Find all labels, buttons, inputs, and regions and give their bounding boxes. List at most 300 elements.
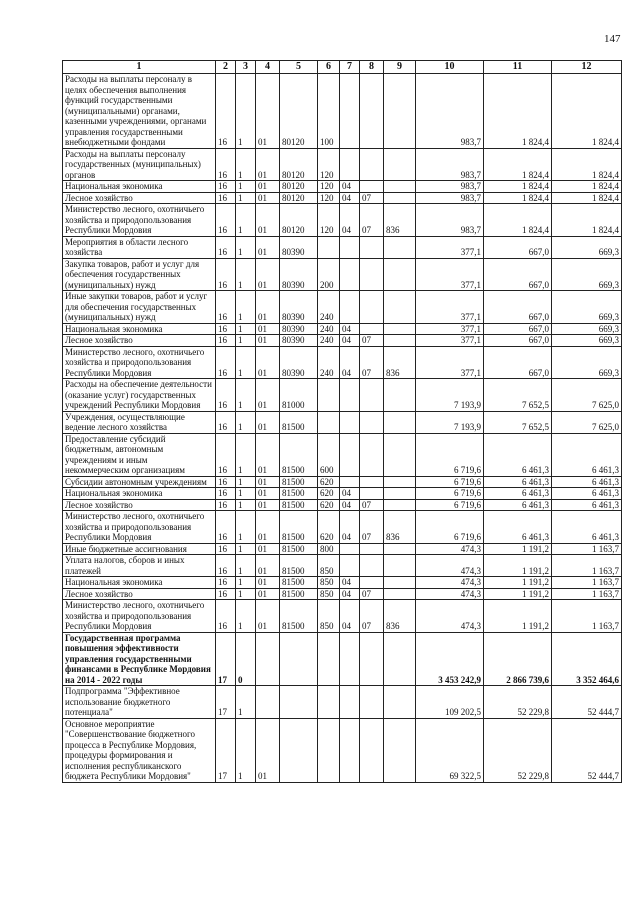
row-amount: 1 824,4 bbox=[484, 192, 552, 204]
row-code bbox=[384, 543, 416, 555]
row-code: 01 bbox=[256, 588, 280, 600]
row-code: 80120 bbox=[280, 181, 318, 193]
row-code bbox=[360, 488, 384, 500]
row-description: Закупка товаров, работ и услуг для обеспечения государственных (муниципальных) нужд bbox=[63, 258, 216, 291]
row-code: 04 bbox=[340, 204, 360, 237]
row-code bbox=[384, 555, 416, 577]
row-code: 1 bbox=[236, 74, 256, 149]
row-code bbox=[318, 411, 340, 433]
table-row bbox=[63, 577, 622, 589]
row-amount: 1 191,2 bbox=[484, 577, 552, 589]
row-code bbox=[384, 323, 416, 335]
row-code bbox=[360, 543, 384, 555]
row-amount: 377,1 bbox=[416, 236, 484, 258]
page-number: 147 bbox=[604, 33, 621, 45]
row-amount: 667,0 bbox=[484, 258, 552, 291]
table-row bbox=[63, 718, 622, 782]
row-code: 01 bbox=[256, 346, 280, 379]
row-amount: 7 193,9 bbox=[416, 411, 484, 433]
table-row bbox=[63, 686, 622, 719]
row-amount: 669,3 bbox=[552, 236, 622, 258]
row-description: Расходы на выплаты персоналу в целях обеспечения выполнения функций государственными (муниципальными) органами, казенными учреждениями, органами управления государственными внебюджетными фондами bbox=[63, 74, 216, 149]
row-description: Национальная экономика bbox=[63, 323, 216, 335]
row-code bbox=[384, 148, 416, 181]
header-row bbox=[63, 61, 622, 74]
row-code: 81500 bbox=[280, 411, 318, 433]
row-code: 1 bbox=[236, 543, 256, 555]
row-amount: 667,0 bbox=[484, 335, 552, 347]
row-amount: 1 191,2 bbox=[484, 588, 552, 600]
row-code: 07 bbox=[360, 346, 384, 379]
table-row bbox=[63, 148, 622, 181]
row-amount: 7 652,5 bbox=[484, 379, 552, 412]
row-code: 80390 bbox=[280, 323, 318, 335]
row-code: 81500 bbox=[280, 555, 318, 577]
row-description: Учреждения, осуществляющие ведение лесного хозяйства bbox=[63, 411, 216, 433]
row-code: 200 bbox=[318, 258, 340, 291]
row-code bbox=[384, 181, 416, 193]
row-amount: 1 824,4 bbox=[484, 148, 552, 181]
row-code: 240 bbox=[318, 346, 340, 379]
row-code bbox=[340, 543, 360, 555]
row-amount: 6 461,3 bbox=[552, 476, 622, 488]
row-code: 01 bbox=[256, 476, 280, 488]
column-header: 1 bbox=[63, 61, 216, 74]
row-code: 16 bbox=[216, 379, 236, 412]
row-description: Государственная программа повышения эффективности управления государственными финансами в Республике Мордовия на 2014 - 2022 годы bbox=[63, 632, 216, 686]
row-code bbox=[340, 686, 360, 719]
row-code: 850 bbox=[318, 588, 340, 600]
row-code: 1 bbox=[236, 411, 256, 433]
row-description: Министерство лесного, охотничьего хозяйства и природопользования Республики Мордовия bbox=[63, 600, 216, 633]
row-amount: 1 163,7 bbox=[552, 588, 622, 600]
row-code: 1 bbox=[236, 236, 256, 258]
column-header: 11 bbox=[484, 61, 552, 74]
table-row bbox=[63, 323, 622, 335]
row-code: 836 bbox=[384, 600, 416, 633]
row-code: 16 bbox=[216, 476, 236, 488]
row-code: 800 bbox=[318, 543, 340, 555]
row-code: 80390 bbox=[280, 291, 318, 324]
row-code: 01 bbox=[256, 148, 280, 181]
row-code: 620 bbox=[318, 511, 340, 544]
row-code: 01 bbox=[256, 379, 280, 412]
row-code: 850 bbox=[318, 577, 340, 589]
row-code: 1 bbox=[236, 555, 256, 577]
row-amount: 983,7 bbox=[416, 204, 484, 237]
row-code bbox=[318, 686, 340, 719]
row-code bbox=[384, 236, 416, 258]
row-code: 850 bbox=[318, 555, 340, 577]
row-code: 01 bbox=[256, 74, 280, 149]
row-code bbox=[384, 379, 416, 412]
row-code: 1 bbox=[236, 335, 256, 347]
row-code bbox=[256, 686, 280, 719]
row-code: 836 bbox=[384, 511, 416, 544]
row-amount: 669,3 bbox=[552, 323, 622, 335]
row-code: 04 bbox=[340, 335, 360, 347]
row-amount: 6 719,6 bbox=[416, 511, 484, 544]
row-code: 81500 bbox=[280, 488, 318, 500]
table-row bbox=[63, 476, 622, 488]
row-description: Министерство лесного, охотничьего хозяйства и природопользования Республики Мордовия bbox=[63, 346, 216, 379]
row-amount: 667,0 bbox=[484, 346, 552, 379]
row-amount: 474,3 bbox=[416, 555, 484, 577]
table-body bbox=[63, 74, 622, 783]
row-code: 1 bbox=[236, 346, 256, 379]
row-code: 1 bbox=[236, 488, 256, 500]
row-code: 01 bbox=[256, 600, 280, 633]
row-code: 1 bbox=[236, 499, 256, 511]
row-code: 01 bbox=[256, 718, 280, 782]
row-code: 16 bbox=[216, 291, 236, 324]
row-code: 01 bbox=[256, 291, 280, 324]
row-code bbox=[280, 632, 318, 686]
row-code: 16 bbox=[216, 74, 236, 149]
row-amount: 69 322,5 bbox=[416, 718, 484, 782]
row-description: Национальная экономика bbox=[63, 488, 216, 500]
row-code bbox=[384, 632, 416, 686]
row-code: 07 bbox=[360, 511, 384, 544]
row-amount: 6 461,3 bbox=[552, 499, 622, 511]
table-row bbox=[63, 499, 622, 511]
row-code: 04 bbox=[340, 577, 360, 589]
row-code: 16 bbox=[216, 600, 236, 633]
row-code bbox=[340, 258, 360, 291]
row-code: 16 bbox=[216, 588, 236, 600]
table-row bbox=[63, 181, 622, 193]
row-code: 120 bbox=[318, 148, 340, 181]
row-code: 240 bbox=[318, 323, 340, 335]
row-amount: 1 824,4 bbox=[552, 181, 622, 193]
column-header: 2 bbox=[216, 61, 236, 74]
row-code: 07 bbox=[360, 600, 384, 633]
row-amount: 1 824,4 bbox=[552, 148, 622, 181]
table-row bbox=[63, 74, 622, 149]
row-amount: 6 461,3 bbox=[484, 476, 552, 488]
row-code: 1 bbox=[236, 588, 256, 600]
row-code bbox=[384, 74, 416, 149]
row-code: 17 bbox=[216, 686, 236, 719]
column-header: 6 bbox=[318, 61, 340, 74]
row-amount: 1 824,4 bbox=[552, 204, 622, 237]
row-amount: 7 193,9 bbox=[416, 379, 484, 412]
column-header: 7 bbox=[340, 61, 360, 74]
row-amount: 109 202,5 bbox=[416, 686, 484, 719]
row-code: 80390 bbox=[280, 258, 318, 291]
row-code: 16 bbox=[216, 433, 236, 476]
row-code: 01 bbox=[256, 499, 280, 511]
row-code bbox=[384, 686, 416, 719]
row-amount: 6 719,6 bbox=[416, 488, 484, 500]
row-code: 01 bbox=[256, 511, 280, 544]
row-description: Министерство лесного, охотничьего хозяйства и природопользования Республики Мордовия bbox=[63, 511, 216, 544]
row-code: 1 bbox=[236, 192, 256, 204]
row-code: 01 bbox=[256, 577, 280, 589]
row-code: 81000 bbox=[280, 379, 318, 412]
column-header: 3 bbox=[236, 61, 256, 74]
row-code: 620 bbox=[318, 476, 340, 488]
row-code: 01 bbox=[256, 181, 280, 193]
row-code bbox=[360, 411, 384, 433]
row-code: 04 bbox=[340, 588, 360, 600]
row-code: 120 bbox=[318, 181, 340, 193]
table-row bbox=[63, 588, 622, 600]
row-code bbox=[384, 488, 416, 500]
row-code: 80120 bbox=[280, 148, 318, 181]
row-amount: 474,3 bbox=[416, 588, 484, 600]
row-code: 80120 bbox=[280, 204, 318, 237]
row-description: Лесное хозяйство bbox=[63, 335, 216, 347]
row-code: 17 bbox=[216, 718, 236, 782]
row-amount: 669,3 bbox=[552, 291, 622, 324]
row-code: 16 bbox=[216, 577, 236, 589]
row-amount: 7 625,0 bbox=[552, 411, 622, 433]
row-code: 120 bbox=[318, 192, 340, 204]
row-description: Национальная экономика bbox=[63, 181, 216, 193]
row-amount: 52 444,7 bbox=[552, 686, 622, 719]
row-code bbox=[340, 555, 360, 577]
row-code bbox=[340, 236, 360, 258]
row-code: 81500 bbox=[280, 433, 318, 476]
row-amount: 6 461,3 bbox=[552, 511, 622, 544]
row-amount: 669,3 bbox=[552, 335, 622, 347]
table-row bbox=[63, 379, 622, 412]
row-code: 01 bbox=[256, 555, 280, 577]
row-amount: 669,3 bbox=[552, 346, 622, 379]
row-code: 100 bbox=[318, 74, 340, 149]
row-code: 836 bbox=[384, 204, 416, 237]
row-amount: 3 453 242,9 bbox=[416, 632, 484, 686]
row-code: 16 bbox=[216, 323, 236, 335]
row-code: 81500 bbox=[280, 511, 318, 544]
row-amount: 667,0 bbox=[484, 291, 552, 324]
row-description: Лесное хозяйство bbox=[63, 192, 216, 204]
row-code: 16 bbox=[216, 204, 236, 237]
row-code bbox=[280, 718, 318, 782]
row-description: Министерство лесного, охотничьего хозяйства и природопользования Республики Мордовия bbox=[63, 204, 216, 237]
column-header: 9 bbox=[384, 61, 416, 74]
row-code: 07 bbox=[360, 499, 384, 511]
row-code bbox=[340, 632, 360, 686]
table-row bbox=[63, 555, 622, 577]
row-amount: 52 444,7 bbox=[552, 718, 622, 782]
row-code: 1 bbox=[236, 600, 256, 633]
row-amount: 1 824,4 bbox=[484, 181, 552, 193]
table-row bbox=[63, 600, 622, 633]
row-amount: 474,3 bbox=[416, 543, 484, 555]
row-amount: 983,7 bbox=[416, 74, 484, 149]
row-code bbox=[360, 258, 384, 291]
row-amount: 1 191,2 bbox=[484, 555, 552, 577]
row-code bbox=[384, 291, 416, 324]
row-code: 80390 bbox=[280, 346, 318, 379]
row-description: Иные бюджетные ассигнования bbox=[63, 543, 216, 555]
row-code: 01 bbox=[256, 192, 280, 204]
row-code: 01 bbox=[256, 335, 280, 347]
row-code bbox=[384, 258, 416, 291]
row-amount: 6 461,3 bbox=[484, 499, 552, 511]
row-code bbox=[384, 433, 416, 476]
row-amount: 983,7 bbox=[416, 192, 484, 204]
row-code: 16 bbox=[216, 511, 236, 544]
row-amount: 1 824,4 bbox=[484, 204, 552, 237]
row-code: 81500 bbox=[280, 588, 318, 600]
row-code: 07 bbox=[360, 335, 384, 347]
row-amount: 1 163,7 bbox=[552, 600, 622, 633]
budget-table bbox=[62, 60, 622, 783]
row-code bbox=[318, 632, 340, 686]
row-code: 1 bbox=[236, 433, 256, 476]
row-code: 04 bbox=[340, 511, 360, 544]
row-code: 04 bbox=[340, 181, 360, 193]
row-code: 07 bbox=[360, 192, 384, 204]
row-code: 04 bbox=[340, 323, 360, 335]
row-code bbox=[384, 718, 416, 782]
row-code bbox=[384, 411, 416, 433]
row-code bbox=[384, 499, 416, 511]
row-code: 81500 bbox=[280, 499, 318, 511]
column-header: 10 bbox=[416, 61, 484, 74]
row-code: 80390 bbox=[280, 236, 318, 258]
row-code bbox=[340, 718, 360, 782]
row-code: 16 bbox=[216, 335, 236, 347]
table-row bbox=[63, 543, 622, 555]
row-code: 1 bbox=[236, 258, 256, 291]
table-row bbox=[63, 236, 622, 258]
row-amount: 3 352 464,6 bbox=[552, 632, 622, 686]
row-amount: 377,1 bbox=[416, 346, 484, 379]
row-code: 01 bbox=[256, 433, 280, 476]
table-row bbox=[63, 433, 622, 476]
row-code: 1 bbox=[236, 476, 256, 488]
row-code: 1 bbox=[236, 148, 256, 181]
row-code: 600 bbox=[318, 433, 340, 476]
row-code bbox=[360, 379, 384, 412]
column-header: 4 bbox=[256, 61, 280, 74]
row-code: 1 bbox=[236, 204, 256, 237]
row-amount: 669,3 bbox=[552, 258, 622, 291]
row-code: 16 bbox=[216, 555, 236, 577]
row-code bbox=[384, 476, 416, 488]
row-code: 1 bbox=[236, 181, 256, 193]
row-code: 01 bbox=[256, 204, 280, 237]
row-amount: 1 824,4 bbox=[552, 74, 622, 149]
table-row bbox=[63, 291, 622, 324]
row-code bbox=[340, 433, 360, 476]
row-code: 16 bbox=[216, 346, 236, 379]
row-code bbox=[340, 74, 360, 149]
row-code: 81500 bbox=[280, 577, 318, 589]
row-code: 07 bbox=[360, 204, 384, 237]
row-amount: 6 719,6 bbox=[416, 499, 484, 511]
row-amount: 474,3 bbox=[416, 600, 484, 633]
table-row bbox=[63, 335, 622, 347]
row-code: 1 bbox=[236, 718, 256, 782]
row-code: 81500 bbox=[280, 600, 318, 633]
row-code: 16 bbox=[216, 488, 236, 500]
row-code: 81500 bbox=[280, 476, 318, 488]
row-code: 240 bbox=[318, 335, 340, 347]
row-code: 1 bbox=[236, 379, 256, 412]
row-code: 01 bbox=[256, 411, 280, 433]
row-amount: 6 461,3 bbox=[484, 488, 552, 500]
row-code bbox=[340, 291, 360, 324]
row-description: Мероприятия в области лесного хозяйства bbox=[63, 236, 216, 258]
table-row bbox=[63, 411, 622, 433]
column-header: 5 bbox=[280, 61, 318, 74]
row-amount: 52 229,8 bbox=[484, 686, 552, 719]
row-code bbox=[318, 236, 340, 258]
row-code bbox=[340, 411, 360, 433]
row-code bbox=[318, 379, 340, 412]
row-code: 16 bbox=[216, 411, 236, 433]
row-code: 0 bbox=[236, 632, 256, 686]
row-amount: 7 652,5 bbox=[484, 411, 552, 433]
row-amount: 983,7 bbox=[416, 148, 484, 181]
row-code: 04 bbox=[340, 488, 360, 500]
table-row bbox=[63, 511, 622, 544]
row-code: 80120 bbox=[280, 192, 318, 204]
row-description: Лесное хозяйство bbox=[63, 499, 216, 511]
row-amount: 1 163,7 bbox=[552, 577, 622, 589]
row-code bbox=[256, 632, 280, 686]
row-code: 16 bbox=[216, 181, 236, 193]
row-code: 04 bbox=[340, 346, 360, 379]
row-code: 17 bbox=[216, 632, 236, 686]
table-row bbox=[63, 488, 622, 500]
row-amount: 1 163,7 bbox=[552, 555, 622, 577]
row-code: 80390 bbox=[280, 335, 318, 347]
row-code bbox=[384, 335, 416, 347]
row-code bbox=[340, 148, 360, 181]
row-amount: 1 191,2 bbox=[484, 600, 552, 633]
row-amount: 6 461,3 bbox=[484, 511, 552, 544]
table-row bbox=[63, 192, 622, 204]
row-description: Национальная экономика bbox=[63, 577, 216, 589]
row-code: 836 bbox=[384, 346, 416, 379]
row-amount: 6 461,3 bbox=[484, 433, 552, 476]
row-code bbox=[360, 236, 384, 258]
row-code: 1 bbox=[236, 511, 256, 544]
table-row bbox=[63, 346, 622, 379]
row-amount: 6 719,6 bbox=[416, 433, 484, 476]
row-code: 80120 bbox=[280, 74, 318, 149]
row-code: 81500 bbox=[280, 543, 318, 555]
row-code: 16 bbox=[216, 258, 236, 291]
row-amount: 983,7 bbox=[416, 181, 484, 193]
row-amount: 6 719,6 bbox=[416, 476, 484, 488]
row-code bbox=[360, 148, 384, 181]
row-code: 16 bbox=[216, 543, 236, 555]
row-code bbox=[360, 686, 384, 719]
row-code: 620 bbox=[318, 499, 340, 511]
row-code: 620 bbox=[318, 488, 340, 500]
row-code: 01 bbox=[256, 236, 280, 258]
row-code: 16 bbox=[216, 192, 236, 204]
row-code bbox=[360, 718, 384, 782]
row-description: Уплата налогов, сборов и иных платежей bbox=[63, 555, 216, 577]
row-description: Предоставление субсидий бюджетным, автономным учреждениям и иным некоммерческим организациям bbox=[63, 433, 216, 476]
row-amount: 667,0 bbox=[484, 323, 552, 335]
row-code: 01 bbox=[256, 323, 280, 335]
row-code: 04 bbox=[340, 192, 360, 204]
row-description: Субсидии автономным учреждениям bbox=[63, 476, 216, 488]
row-description: Расходы на обеспечение деятельности (оказание услуг) государственных учреждений Республики Мордовия bbox=[63, 379, 216, 412]
row-code: 1 bbox=[236, 323, 256, 335]
row-code bbox=[360, 577, 384, 589]
row-code: 01 bbox=[256, 488, 280, 500]
